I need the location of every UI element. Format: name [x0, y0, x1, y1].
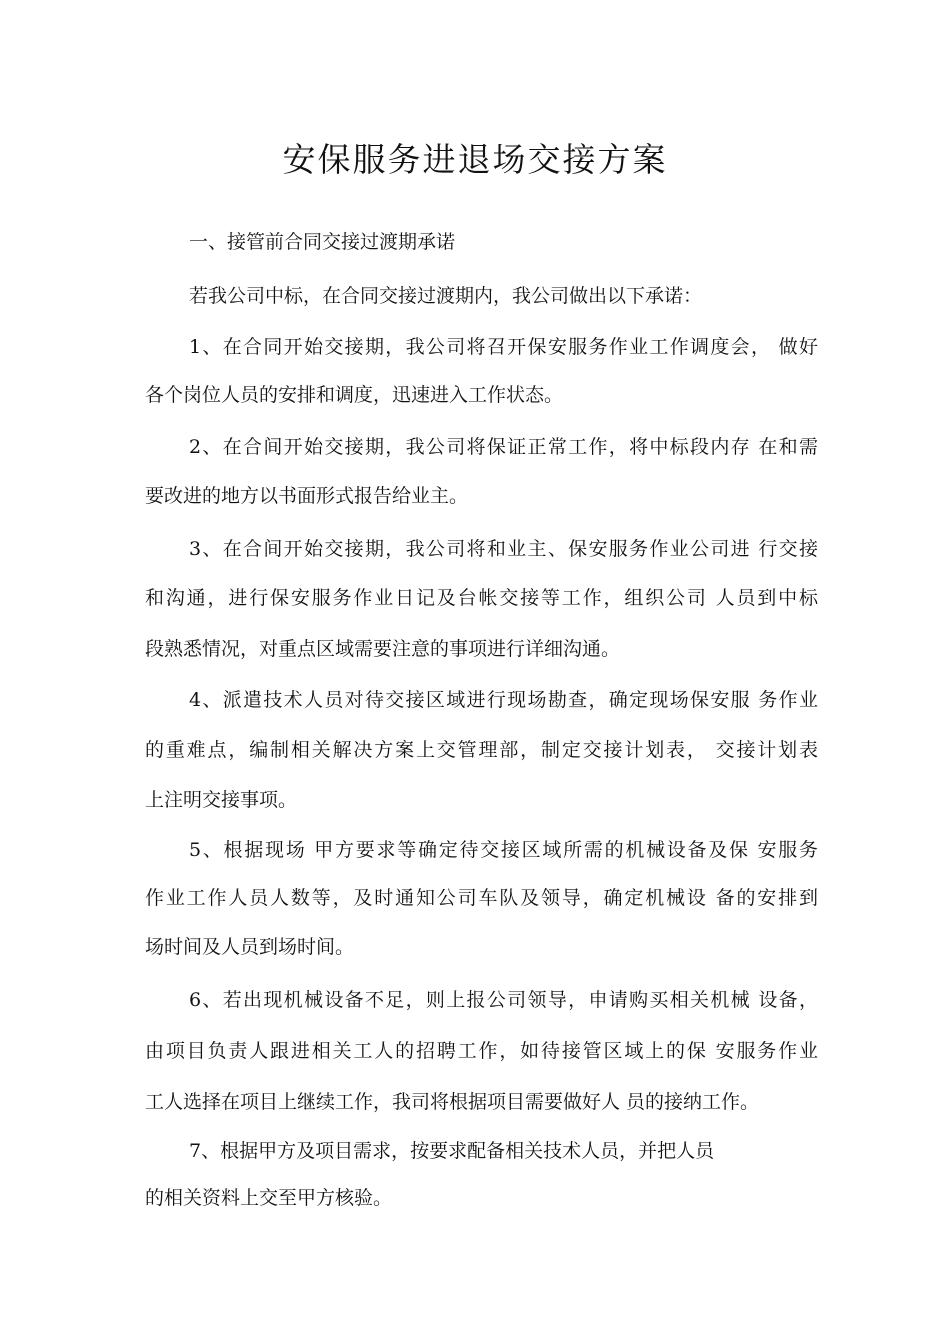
item-1-line-1: 1、在合同开始交接期，我公司将召开保安服务作业工作调度会， 做好: [189, 336, 818, 358]
item-4-line-1: 4、派遣技术人员对待交接区域进行现场勘查，确定现场保安服 务作业: [189, 689, 818, 711]
item-5-line-1: 5、根据现场 甲方要求等确定待交接区域所需的机械设备及保 安服务: [189, 839, 818, 861]
item-7-line-2: 的相关资料上交至甲方核验。: [145, 1187, 393, 1209]
item-6-line-2: 由项目负责人跟进相关工人的招聘工作，如待接管区域上的保 安服务作业: [145, 1040, 818, 1062]
item-3-line-2: 和沟通，进行保安服务作业日记及台帐交接等工作，组织公司 人员到中标: [145, 587, 818, 609]
item-2-line-1: 2、在合间开始交接期，我公司将保证正常工作，将中标段内存 在和需: [189, 436, 818, 458]
item-4-line-3: 上注明交接事项。: [145, 789, 298, 811]
item-6-line-3: 工人选择在项目上继续工作，我司将根据项目需要做好人 员的接纳工作。: [145, 1091, 760, 1113]
item-3-line-3: 段熟悉情况，对重点区域需要注意的事项进行详细沟通。: [145, 638, 621, 660]
document-title: 安保服务进退场交接方案: [282, 140, 668, 179]
item-5-line-2: 作业工作人员人数等，及时通知公司车队及领导，确定机械设 备的安排到: [145, 887, 818, 909]
item-3-line-1: 3、在合间开始交接期，我公司将和业主、保安服务作业公司进 行交接: [189, 538, 818, 560]
item-2-line-2: 要改进的地方以书面形式报告给业主。: [145, 485, 469, 507]
item-1-line-2: 各个岗位人员的安排和调度，迅速进入工作状态。: [145, 384, 564, 406]
item-4-line-2: 的重难点，编制相关解决方案上交管理部，制定交接计划表， 交接计划表: [145, 739, 818, 761]
section-heading: 一、接管前合同交接过渡期承诺: [189, 231, 456, 253]
item-5-line-3: 场时间及人员到场时间。: [145, 936, 355, 958]
intro-paragraph: 若我公司中标，在合同交接过渡期内，我公司做出以下承诺：: [189, 285, 703, 307]
item-6-line-1: 6、若出现机械设备不足，则上报公司领导，申请购买相关机械 设备，: [189, 989, 818, 1011]
item-7-line-1: 7、根据甲方及项目需求，按要求配备相关技术人员，并把人员: [189, 1140, 715, 1162]
